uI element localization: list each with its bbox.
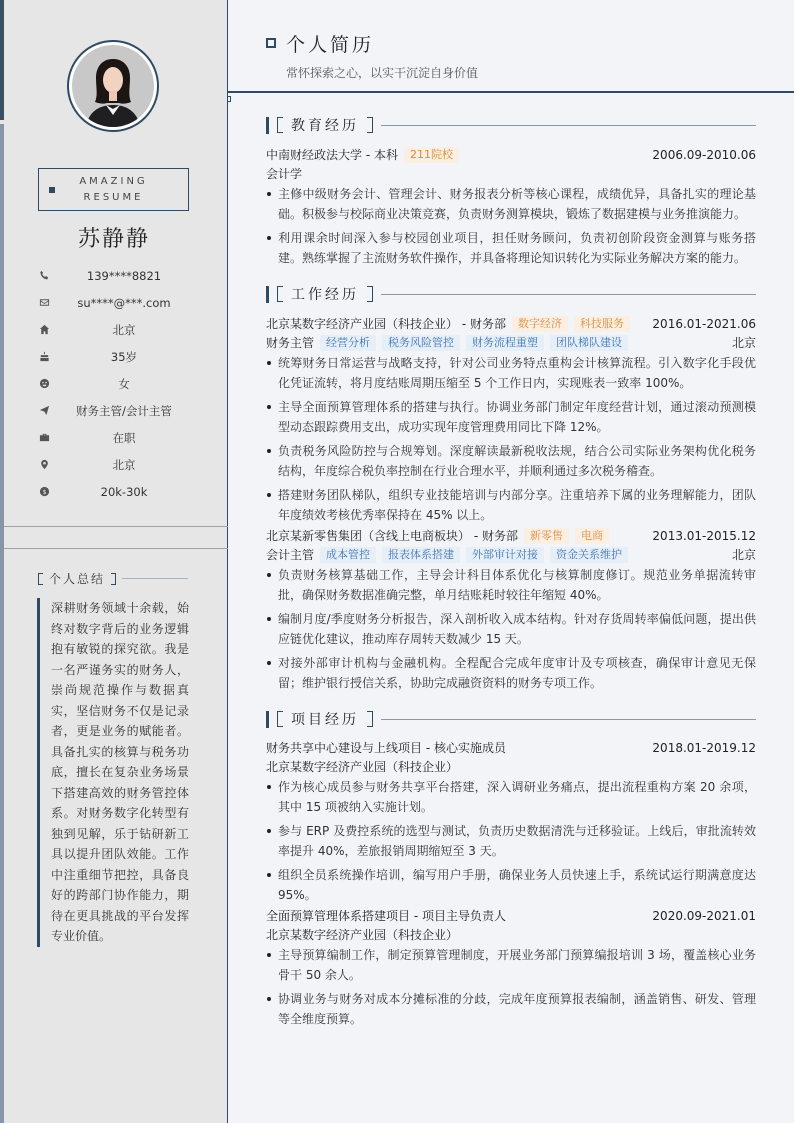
skill-tag: 团队梯队建设 [550,335,628,351]
contact-text: 财务主管/会计主管 [76,403,172,418]
contact-text: 北京 [112,457,136,472]
list-item: 组织全员系统操作培训，编写用户手册，确保业务人员快速上手，系统试运行期满意度达 95%。 [266,865,756,905]
company-name: 北京某新零售集团（含线上电商板块） - 财务部 [266,529,518,543]
project-org-row [266,757,756,776]
sidebar-divider [4,548,228,549]
project-period: 2018.01-2019.12 [652,740,756,755]
major: 会计学 [266,167,303,181]
tag-line-2: RESUME [83,191,144,203]
project-org-row [266,925,756,944]
work-role-row [266,545,756,564]
project-name-row [266,906,756,925]
header-marker [227,96,231,102]
list-item: 编制月度/季度财务分析报告，深入剖析收入成本结构。针对存货周转率偏低问题，提出供应链优化建议，推动库存周转天数减少 15 天。 [266,609,756,649]
contact-text: 女 [118,376,130,391]
work-period: 2016.01-2021.06 [652,316,756,331]
skill-tag: 税务风险管控 [382,335,460,351]
project-name-row [266,738,756,757]
sidebar-edge-accent-lower [0,124,4,1123]
work-city: 北京 [731,336,756,350]
contact-text: 139****8821 [86,268,162,283]
list-item: 协调业务与财务对成本分摊标准的分歧，完成年度预算报表编制，涵盖销售、研发、管理等全维度预算。 [266,989,756,1029]
square-bullet-icon [49,187,55,193]
section-bar [266,711,269,728]
home-icon [38,324,50,336]
industry-tag: 科技服务 [574,316,630,332]
contact-phone [38,262,198,289]
skill-tag: 报表体系搭建 [382,547,460,563]
bracket-right-icon [111,573,116,585]
bracket-right-icon [367,711,373,727]
work-company-row [266,314,756,333]
resume-header [228,0,794,93]
education-row [266,145,756,164]
project-bullets [266,777,756,905]
location-icon [38,459,50,471]
section-bar [266,286,269,303]
education-major-row [266,164,756,183]
list-item: 参与 ERP 及费控系统的选型与测试，负责历史数据清洗与迁移验证。上线后，审批流转效率提升 40%，差旅报销周期缩短至 3 天。 [266,821,756,861]
work-city: 北京 [731,548,756,562]
project-period: 2020.09-2021.01 [652,908,756,923]
avatar-photo [72,45,154,127]
contact-home [38,316,198,343]
bracket-right-icon [367,286,373,302]
contact-text: su****@***.com [77,295,171,310]
list-item: 利用课余时间深入参与校园创业项目，担任财务顾问，负责初创阶段资金测算与账务搭建。熟练掌握了主流财务软件操作，并具备将理论知识转化为实际业务解决方案的能力。 [266,228,756,268]
section-rule [381,294,756,295]
contact-text: 20k-30k [100,484,148,499]
contact-list [38,262,198,505]
school-badge: 211院校 [404,147,459,163]
section-bar [266,117,269,134]
person-name: 苏静静 [77,227,150,252]
contact-email [38,289,198,316]
skill-tag: 成本管控 [320,547,376,563]
summary-text: 深耕财务领域十余载，始终对数字背后的业务逻辑抱有敏锐的探究欲。我是一名严谨务实的财务人，崇尚规范操作与数据真实，坚信财务不仅是记录者，更是业务的赋能者。具备扎实的核算与税务功底，擅长在复杂业务场景下搭建高效的财务管控体系。对财务数字化转型有独到见解，乐于钻研新工具以提升团队效能。工作中注重细节把控，具备良好的跨部门协作能力，期待在更具挑战的平台发挥专业价值。 [37,598,189,947]
skill-tag: 经营分析 [320,335,376,351]
skill-tag: 财务流程重塑 [466,335,544,351]
work-company-row [266,526,756,545]
company-name: 北京某数字经济产业园（科技企业） - 财务部 [266,317,506,331]
briefcase-icon [38,432,50,444]
project-entry [266,906,756,1033]
project-name: 全面预算管理体系搭建项目 - 项目主导负责人 [266,909,506,923]
section-rule [381,719,756,720]
svg-text:$: $ [41,487,47,496]
education-section-heading [266,116,756,134]
work-entry [266,314,756,529]
industry-tag: 数字经济 [512,316,568,332]
send-icon [38,405,50,417]
resume-tag-text [79,174,147,206]
list-item: 主导全面预算管理体系的搭建与执行。协调业务部门制定年度经营计划，通过滚动预测模型动态跟踪费用支出，成功实现年度管理费用同比下降 12%。 [266,397,756,437]
education-period: 2006.09-2010.06 [652,147,756,162]
contact-text: 在职 [112,430,136,445]
contact-location [38,451,198,478]
contact-gender [38,370,198,397]
cake-icon [38,351,50,363]
contact-position [38,397,198,424]
page-subtitle: 常怀探索之心，以实干沉淀自身价值 [286,66,479,80]
skill-tag: 外部审计对接 [466,547,544,563]
project-name: 财务共享中心建设与上线项目 - 核心实施成员 [266,741,506,755]
list-item: 统筹财务日常运营与战略支持，针对公司业务特点重构会计核算流程。引入数字化手段优化凭证流转，将月度结账周期压缩至 5 个工作日内，实现账表一致率 100%。 [266,353,756,393]
list-item: 主导预算编制工作，制定预算管理制度，开展业务部门预算编报培训 3 场，覆盖核心业务骨干 50 余人。 [266,945,756,985]
tag-line-1: AMAZING [79,175,148,187]
square-outline-icon [266,38,276,48]
contact-text: 北京 [112,322,136,337]
education-bullets [266,184,756,268]
summary-title: 个人总结 [49,572,106,586]
bracket-right-icon [367,117,373,133]
work-bullets [266,565,756,693]
section-title: 工作经历 [291,287,359,303]
list-item: 负责财务核算基础工作，主导会计科目体系优化与核算制度修订。规范业务单据流转审批，确保财务数据准确完整，单月结账耗时较往年缩短 40%。 [266,565,756,605]
sidebar [0,0,228,1123]
sidebar-edge-accent [0,0,4,120]
summary-heading-rule [122,578,188,579]
school-name: 中南财经政法大学 - 本科 [266,148,398,162]
sidebar-divider [4,526,228,527]
page-title: 个人简历 [286,34,375,56]
role: 财务主管 [266,336,315,350]
contact-age [38,343,198,370]
role: 会计主管 [266,548,315,562]
section-title: 教育经历 [291,118,359,134]
gender-icon [38,378,50,390]
industry-tag: 新零售 [524,528,569,544]
project-org: 北京某数字经济产业园（科技企业） [266,760,459,774]
project-org: 北京某数字经济产业园（科技企业） [266,928,459,942]
list-item: 搭建财务团队梯队，组织专业技能培训与内部分享。注重培养下属的业务理解能力，团队年度绩效考核优秀率保持在 45% 以上。 [266,485,756,525]
list-item: 负责税务风险防控与合规筹划。深度解读最新税收法规，结合公司实际业务架构优化税务结构，年度综合税负率控制在行业合理水平，并顺利通过多次税务稽查。 [266,441,756,481]
work-section-heading [266,285,756,303]
list-item: 对接外部审计机构与金融机构。全程配合完成年度审计及专项核查，确保审计意见无保留；维护银行授信关系，协助完成融资资料的财务专项工作。 [266,653,756,693]
work-period: 2013.01-2015.12 [652,528,756,543]
project-bullets [266,945,756,1029]
contact-text: 35岁 [110,349,138,364]
industry-tag: 电商 [575,528,609,544]
phone-icon [38,270,50,282]
project-entry [266,738,756,909]
mail-icon [38,297,50,309]
contact-salary [38,478,198,505]
resume-tag-box [38,168,189,211]
work-role-row [266,333,756,352]
education-entry [266,145,756,272]
section-rule [381,125,756,126]
project-section-heading [266,710,756,728]
contact-status [38,424,198,451]
salary-icon [38,486,50,498]
work-bullets [266,353,756,525]
skill-tag: 资金关系维护 [550,547,628,563]
summary-heading [38,570,188,587]
list-item: 作为核心成员参与财务共享平台搭建，深入调研业务痛点，提出流程重构方案 20 余项，其中 15 项被纳入实施计划。 [266,777,756,817]
work-entry [266,526,756,697]
list-item: 主修中级财务会计、管理会计、财务报表分析等核心课程，成绩优异，具备扎实的理论基础。积极参与校际商业决策竞赛，负责财务测算模块，锻炼了数据建模与业务推演能力。 [266,184,756,224]
avatar [67,40,159,132]
section-title: 项目经历 [291,712,359,728]
